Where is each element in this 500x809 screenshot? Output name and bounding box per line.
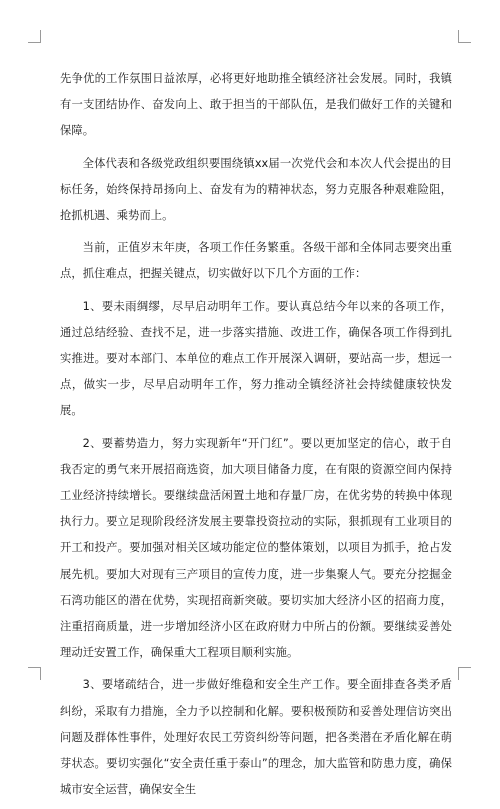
paragraph: 3、要堵疏结合，进一步做好维稳和安全生产工作。要全面排查各类矛盾纠纷，采取有力措施，全力予以控制和化解。要积极预防和妥善处理信访突出问题及群体性事件，处理好农民工劳资纠纷等问题，把各类潜在矛盾化解在萌芽状态。要切实强化“安全责任重于泰山”的理念，加大监管和防患力度，确保城市安全运营，确保安全生 xyxy=(60,678,452,797)
paragraph: 1、要未雨绸缪，尽早启动明年工作。要认真总结今年以来的各项工作，通过总结经验、查找不足，进一步落实措施、改进工作，确保各项工作得到扎实推进。要对本部门、本单位的难点工作开展深入调研，要站高一步，想远一点，做实一步，尽早启动明年工作，努力推动全镇经济社会持续健康较快发展。 xyxy=(60,299,452,418)
crop-mark-bottom-right xyxy=(458,667,471,680)
crop-mark-top-right xyxy=(458,30,471,43)
paragraph: 先争优的工作氛围日益浓厚，必将更好地助推全镇经济社会发展。同时，我镇有一支团结协作、奋发向上、敢于担当的干部队伍，是我们做好工作的关键和保障。 xyxy=(60,72,452,138)
crop-mark-bottom-left xyxy=(28,667,41,680)
paragraph: 全体代表和各级党政组织要围绕镇xx届一次党代会和本次人代会提出的目标任务，始终保持昂扬向上、奋发有为的精神状态，努力克服各种艰难险阻，抢抓机遇、乘势而上。 xyxy=(60,156,452,223)
crop-mark-top-left xyxy=(28,30,41,43)
paragraph: 2、要蓄势造力，努力实现新年“开门红”。要以更加坚定的信心，敢于自我否定的勇气来开展招商选资，加大项目储备力度，在有限的资源空间内保持工业经济持续增长。要继续盘活闲置土地和存量厂房，在优劣势的转换中体现执行力。要立足现阶段经济发展主要靠投资拉动的实际，狠抓现有工业项目的开工和投产。要加强对相关区域功能定位的整体策划，以项目为抓手，抢占发展先机。要加大对现有三产项目的宣传力度，进一步集聚人气。要充分挖掘金石湾功能区的潜在优势，实现招商新突破。要切实加大经济小区的招商力度，注重招商质量，进一步增加经济小区在政府财力中所占的份额。要继续妥善处理动迁安置工作，确保重大工程项目顺利实施。 xyxy=(60,436,452,660)
paragraph: 当前，正值岁末年庚，各项工作任务繁重。各级干部和全体同志要突出重点，抓住难点，把握关键点，切实做好以下几个方面的工作： xyxy=(60,241,452,281)
document-body xyxy=(60,66,452,809)
